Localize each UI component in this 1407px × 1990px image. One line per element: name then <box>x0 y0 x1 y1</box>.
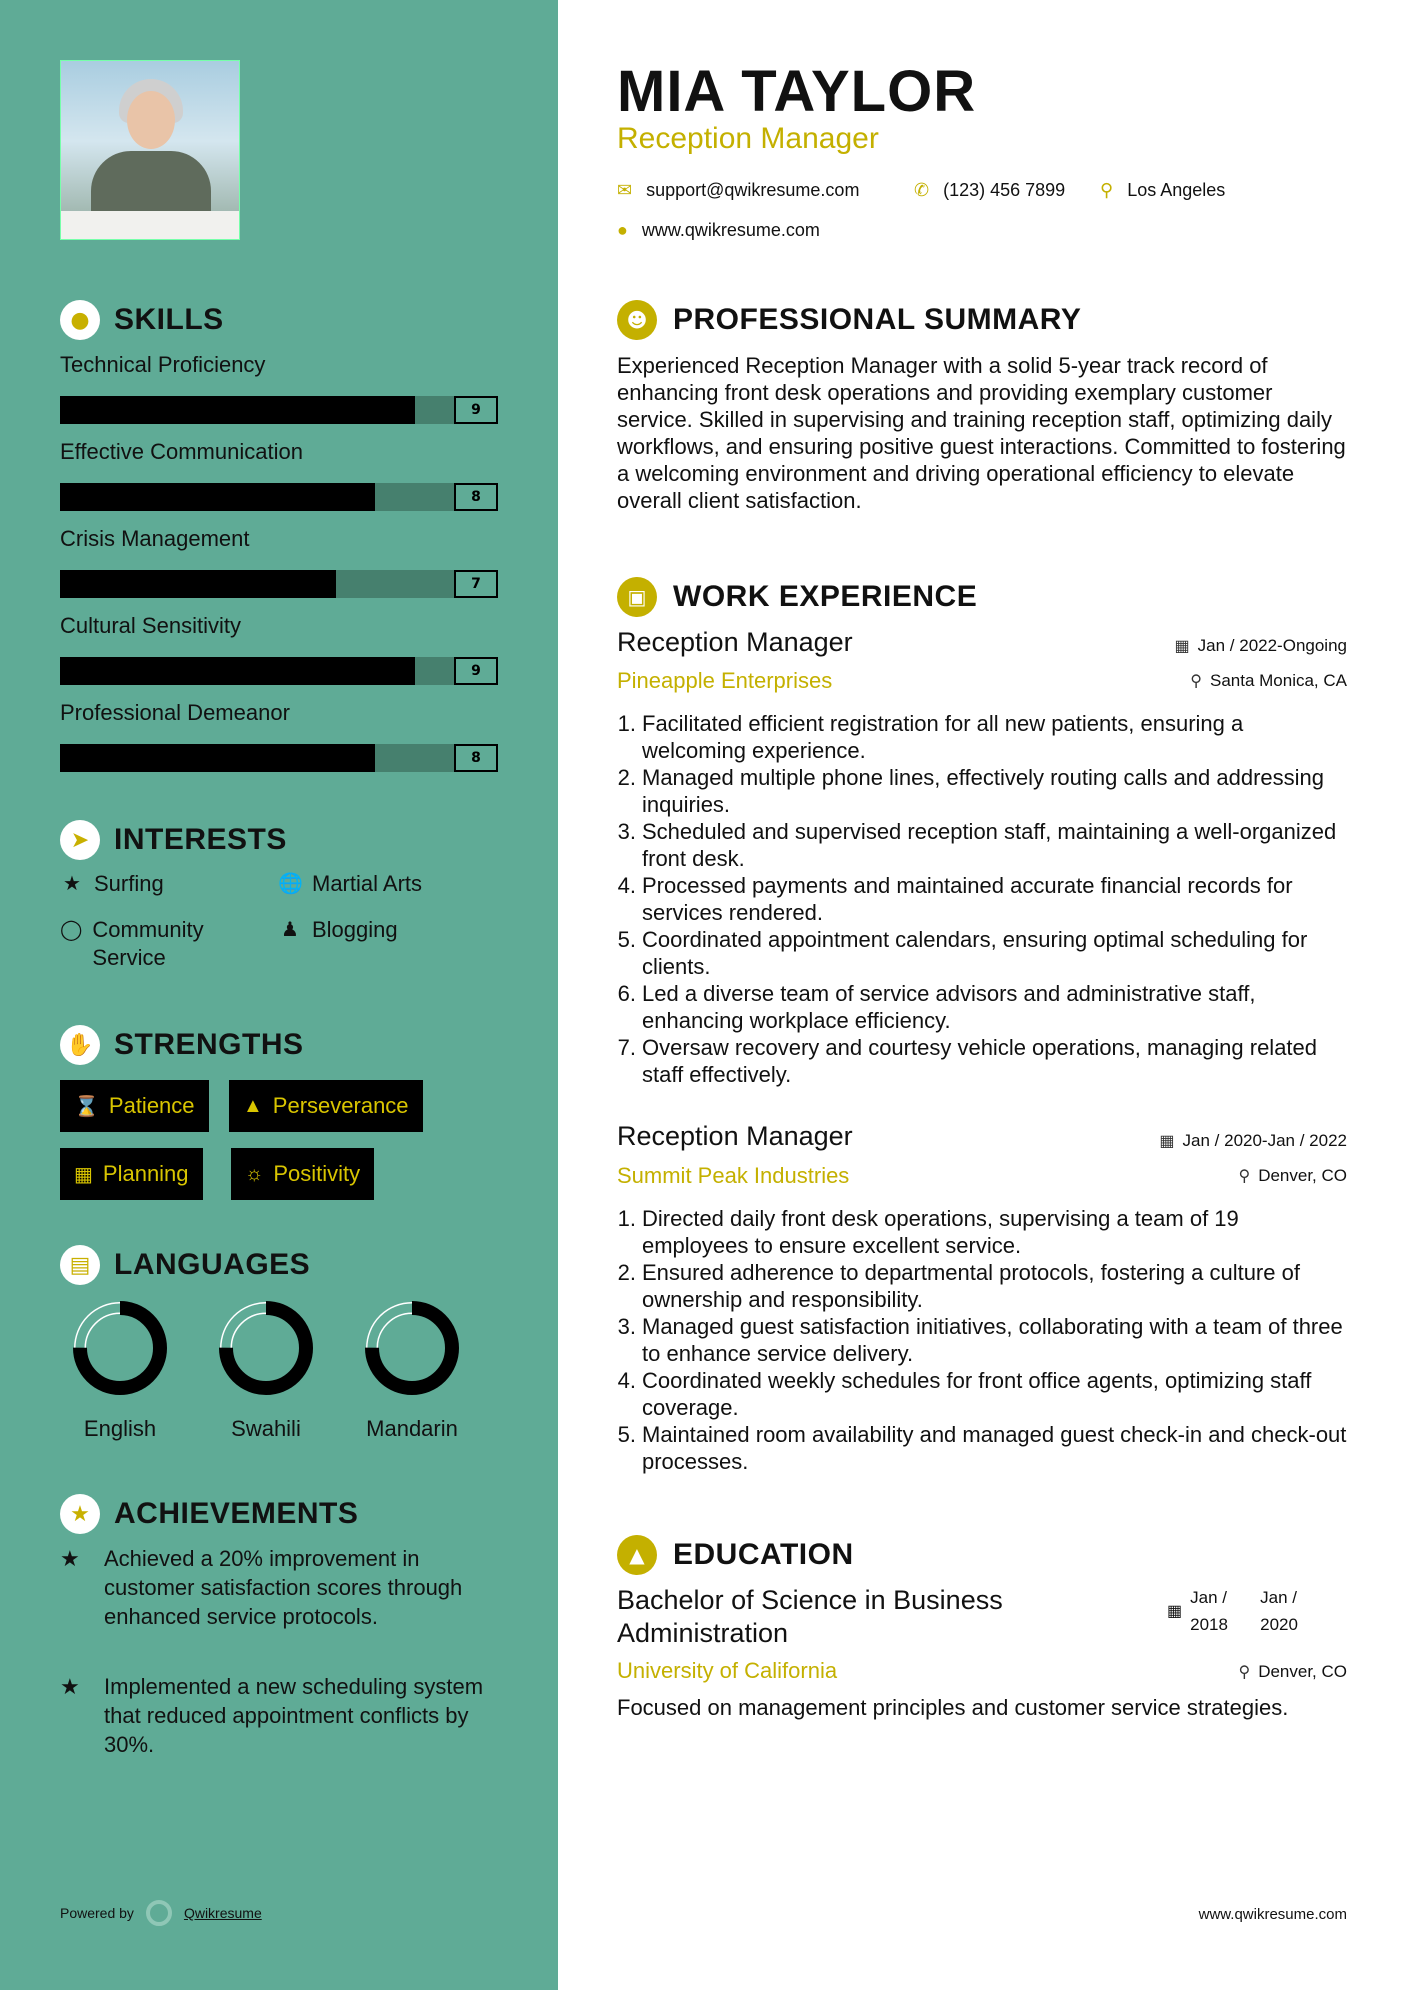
education-end <box>1260 1584 1322 1638</box>
bullet-number: 6. <box>617 981 636 1006</box>
bullet-text: Facilitated efficient registration for all new patients, ensuring a welcoming experience. <box>642 711 1244 763</box>
skill-name: Professional Demeanor <box>60 700 290 725</box>
job-title: Reception Manager <box>617 1121 853 1151</box>
skill-item <box>60 613 498 685</box>
interest-item <box>60 870 164 898</box>
star-badge-icon: ★ <box>60 1494 100 1534</box>
phone-icon: ✆ <box>914 180 930 200</box>
skills-heading-text: SKILLS <box>114 303 224 336</box>
education-start-line2: 2018 <box>1190 1615 1228 1634</box>
language-ring <box>72 1300 168 1396</box>
education-location-text: Denver, CO <box>1258 1662 1347 1681</box>
job-bullets <box>610 1205 1350 1475</box>
interest-item <box>278 870 422 898</box>
education-heading <box>617 1535 854 1575</box>
job-dates-text: Jan / 2020-Jan / 2022 <box>1182 1131 1347 1150</box>
strength-label: Planning <box>102 1161 189 1186</box>
email-text: support@qwikresume.com <box>646 180 860 200</box>
education-end-line1: Jan / <box>1260 1588 1297 1607</box>
achievement-item <box>60 1544 500 1631</box>
job-bullet <box>610 764 1350 818</box>
language-name: Mandarin <box>366 1416 458 1441</box>
bullet-number: 1. <box>617 711 636 736</box>
powered-by-text: Powered by <box>60 1905 134 1921</box>
strengths-heading <box>60 1025 304 1065</box>
job-company: Pineapple Enterprises <box>617 668 833 693</box>
powered-by <box>60 1900 262 1926</box>
job-bullet <box>610 980 1350 1034</box>
candidate-role: Reception Manager <box>617 122 879 155</box>
strength-label: Patience <box>108 1093 195 1118</box>
website-text: www.qwikresume.com <box>641 220 820 240</box>
achievements-heading <box>60 1494 358 1534</box>
skill-bar-fill <box>60 657 415 685</box>
profile-photo <box>60 60 240 240</box>
job-location <box>1190 671 1347 691</box>
bullet-text: Ensured adherence to departmental protocols, fostering a culture of ownership and responsibility. <box>642 1260 1300 1312</box>
bullet-number: 5. <box>617 927 636 952</box>
skill-level-badge: 9 <box>454 657 498 685</box>
language-ring <box>218 1300 314 1396</box>
map-pin-icon: ⚲ <box>1100 180 1114 200</box>
experience-heading-text: WORK EXPERIENCE <box>673 580 978 613</box>
bullet-text: Led a diverse team of service advisors and administrative staff, enhancing workplace efficiency. <box>642 981 1256 1033</box>
users-icon: ♟ <box>281 919 299 941</box>
summary-text: Experienced Reception Manager with a solid 5-year track record of enhancing front desk operations and providing exemplary customer service. Skilled in supervising and training reception staff, optimizing daily workflows, and ensuring positive guest interactions. Committed to fostering a welcoming environment and driving operational efficiency to elevate overall client satisfaction. <box>617 353 1346 513</box>
bullet-number: 3. <box>617 819 636 844</box>
education-description: Focused on management principles and customer service strategies. <box>617 1695 1289 1720</box>
job-bullet <box>610 1421 1350 1475</box>
skill-bar-fill <box>60 483 375 511</box>
job-company: Summit Peak Industries <box>617 1163 850 1188</box>
sun-icon: ☼ <box>245 1162 264 1185</box>
job-bullet <box>610 710 1350 764</box>
user-icon: ☻ <box>617 300 657 340</box>
experience-heading <box>617 577 977 617</box>
education-dates <box>1167 1584 1322 1638</box>
bullet-text: Managed guest satisfaction initiatives, collaborating with a team of three to enhance service delivery. <box>642 1314 1343 1366</box>
hourglass-icon: ⌛ <box>74 1095 99 1118</box>
id-card-icon: ▤ <box>60 1245 100 1285</box>
pin-icon: ⚲ <box>1190 673 1202 690</box>
skill-item <box>60 352 498 424</box>
education-start <box>1190 1584 1252 1638</box>
bullet-number: 2. <box>617 765 636 790</box>
job-bullet <box>610 1034 1350 1088</box>
bullet-number: 3. <box>617 1314 636 1339</box>
bullet-number: 7. <box>617 1035 636 1060</box>
footer-url[interactable]: www.qwikresume.com <box>1198 1906 1347 1923</box>
calendar-icon: ▦ <box>1167 1603 1183 1620</box>
skill-item <box>60 526 498 598</box>
language-name: Swahili <box>231 1416 301 1441</box>
paper-plane-icon: ➤ <box>60 820 100 860</box>
contact-email[interactable] <box>617 180 859 201</box>
skill-bar-fill <box>60 744 375 772</box>
language-ring <box>364 1300 460 1396</box>
education-degree: Bachelor of Science in Business Administration <box>617 1585 1003 1648</box>
achievement-text: Implemented a new scheduling system that reduced appointment conflicts by 30%. <box>104 1674 484 1757</box>
job-bullet <box>610 926 1350 980</box>
bullet-number: 5. <box>617 1422 636 1447</box>
skill-level-badge: 8 <box>454 483 498 511</box>
education-heading-text: EDUCATION <box>673 1538 854 1571</box>
phone-text: (123) 456 7899 <box>943 180 1066 200</box>
strength-label: Positivity <box>273 1161 361 1186</box>
strengths-heading-text: STRENGTHS <box>114 1028 304 1061</box>
bullet-number: 1. <box>617 1206 636 1231</box>
achievements-heading-text: ACHIEVEMENTS <box>114 1497 359 1530</box>
bullet-text: Coordinated weekly schedules for front office agents, optimizing staff coverage. <box>642 1368 1312 1420</box>
skill-bar <box>60 570 498 598</box>
bullet-text: Maintained room availability and managed guest check-in and check-out processes. <box>642 1422 1347 1474</box>
job-title: Reception Manager <box>617 627 853 657</box>
bullet-number: 4. <box>617 1368 636 1393</box>
skill-level-badge: 9 <box>454 396 498 424</box>
skill-name: Technical Proficiency <box>60 352 266 377</box>
contact-website[interactable] <box>617 220 820 241</box>
skill-bar <box>60 483 498 511</box>
job-bullet <box>610 818 1350 872</box>
bullet-text: Managed multiple phone lines, effectively routing calls and addressing inquiries. <box>642 765 1325 817</box>
language-item <box>206 1300 326 1442</box>
job-location <box>1238 1166 1347 1186</box>
star-icon: ★ <box>63 873 81 895</box>
interests-heading <box>60 820 287 860</box>
bullet-number: 2. <box>617 1260 636 1285</box>
qwikresume-logo-icon <box>146 1900 172 1926</box>
bullet-text: Oversaw recovery and courtesy vehicle operations, managing related staff effectively. <box>642 1035 1318 1087</box>
interest-label: Surfing <box>94 871 164 896</box>
skill-bar-fill <box>60 396 415 424</box>
qwikresume-link[interactable]: Qwikresume <box>183 1905 262 1921</box>
contact-phone <box>914 180 1065 201</box>
job-dates-text: Jan / 2022-Ongoing <box>1197 636 1347 655</box>
fist-icon: ✋ <box>60 1025 100 1065</box>
calendar-icon: ▦ <box>1159 1133 1175 1150</box>
skill-bar-fill <box>60 570 336 598</box>
location-text: Los Angeles <box>1127 180 1226 200</box>
lightbulb-icon: ● <box>60 300 100 340</box>
strength-tag <box>231 1148 374 1200</box>
interest-item <box>60 916 250 972</box>
job-bullet <box>610 872 1350 926</box>
job-bullet <box>610 1313 1350 1367</box>
skill-item <box>60 439 498 511</box>
job-bullet <box>610 1205 1350 1259</box>
job-bullet <box>610 1259 1350 1313</box>
shooting-star-icon: ★ <box>60 1546 80 1571</box>
strength-tag <box>229 1080 423 1132</box>
education-location <box>1238 1662 1347 1682</box>
summary-heading-text: PROFESSIONAL SUMMARY <box>673 303 1082 336</box>
bullet-text: Scheduled and supervised reception staff, maintaining a well-organized front desk. <box>642 819 1337 871</box>
hiker-icon: ▲ <box>243 1094 263 1117</box>
interest-label: Blogging <box>312 917 398 942</box>
candidate-name: MIA TAYLOR <box>617 59 977 124</box>
strength-tag <box>60 1080 209 1132</box>
envelope-icon: ✉ <box>617 180 633 200</box>
calendar-icon: ▦ <box>1174 638 1190 655</box>
summary-heading <box>617 300 1081 340</box>
globe-icon: ● <box>617 220 628 240</box>
bullet-text: Processed payments and maintained accurate financial records for services rendered. <box>642 873 1293 925</box>
education-school: University of California <box>617 1658 838 1683</box>
skill-name: Cultural Sensitivity <box>60 613 241 638</box>
skill-bar <box>60 396 498 424</box>
job-dates <box>1175 636 1347 656</box>
shooting-star-icon: ★ <box>60 1674 80 1699</box>
interest-label: Community Service <box>92 917 204 970</box>
skill-name: Effective Communication <box>60 439 303 464</box>
skills-heading <box>60 300 224 340</box>
briefcase-icon: ▣ <box>617 577 657 617</box>
job-dates <box>1159 1131 1347 1151</box>
interests-heading-text: INTERESTS <box>114 823 287 856</box>
interest-item <box>278 916 398 944</box>
languages-heading <box>60 1245 310 1285</box>
skill-level-badge: 7 <box>454 570 498 598</box>
globe-icon: 🌐 <box>278 873 303 895</box>
job-location-text: Denver, CO <box>1258 1166 1347 1185</box>
graduate-icon: ▲ <box>617 1535 657 1575</box>
education-end-line2: 2020 <box>1260 1615 1298 1634</box>
skill-bar <box>60 744 498 772</box>
skill-bar <box>60 657 498 685</box>
bullet-text: Directed daily front desk operations, supervising a team of 19 employees to ensure excellent service. <box>642 1206 1239 1258</box>
strength-tag <box>60 1148 203 1200</box>
pin-icon: ⚲ <box>1238 1664 1251 1681</box>
languages-heading-text: LANGUAGES <box>114 1248 311 1281</box>
bullet-text: Coordinated appointment calendars, ensuring optimal scheduling for clients. <box>642 927 1308 979</box>
sidebar <box>0 0 558 1990</box>
skill-name: Crisis Management <box>60 526 250 551</box>
interest-label: Martial Arts <box>312 871 423 896</box>
calendar-icon: ▦ <box>74 1163 93 1186</box>
contact-location <box>1100 180 1225 201</box>
achievement-item <box>60 1672 500 1759</box>
pin-icon: ⚲ <box>1238 1168 1251 1185</box>
job-bullets <box>610 710 1350 1088</box>
language-item <box>352 1300 472 1442</box>
education-start-line1: Jan / <box>1190 1588 1227 1607</box>
achievement-text: Achieved a 20% improvement in customer satisfaction scores through enhanced service protocols. <box>104 1546 463 1629</box>
skill-item <box>60 700 498 772</box>
bullet-number: 4. <box>617 873 636 898</box>
job-location-text: Santa Monica, CA <box>1209 671 1347 690</box>
skill-level-badge: 8 <box>454 744 498 772</box>
job-bullet <box>610 1367 1350 1421</box>
language-name: English <box>83 1416 157 1441</box>
strength-label: Perseverance <box>272 1093 409 1118</box>
language-item <box>60 1300 180 1442</box>
lemon-icon: ◯ <box>60 919 83 941</box>
